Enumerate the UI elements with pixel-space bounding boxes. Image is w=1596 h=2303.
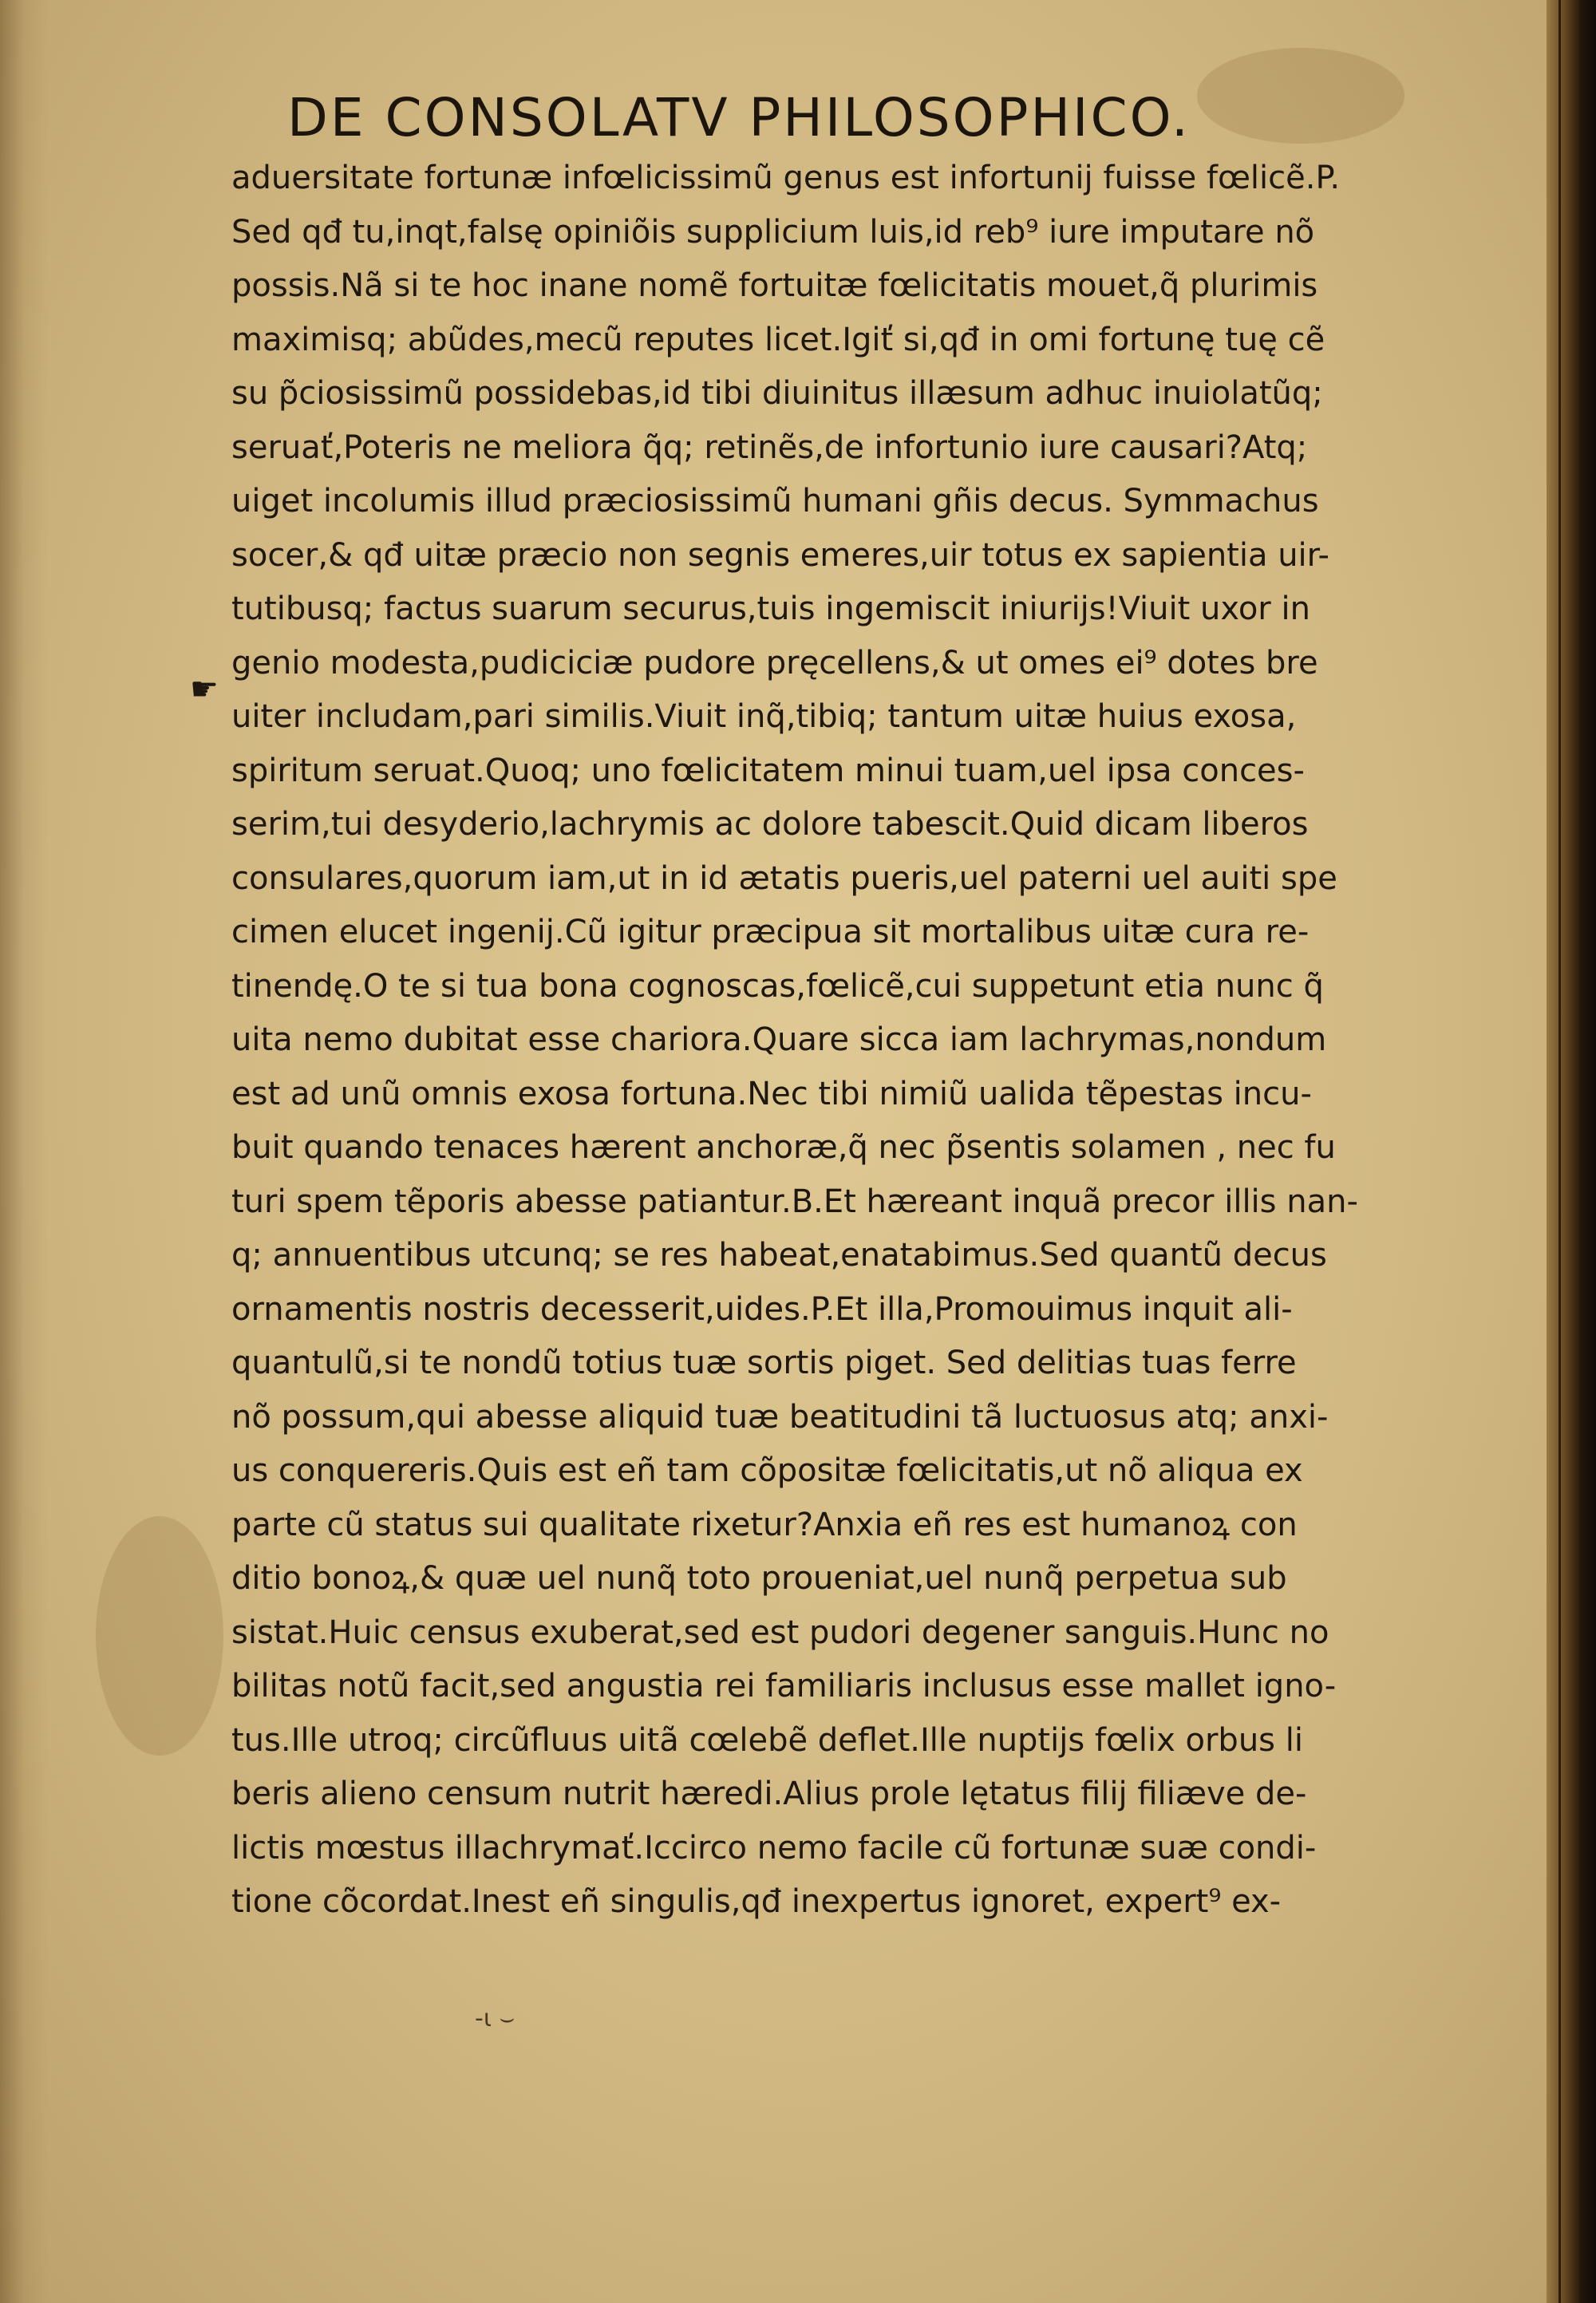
running-head: DE CONSOLATV PHILOSOPHICO.	[287, 87, 1191, 148]
text-line: uita nemo dubitat esse chariora.Quare sicca iam lachrymas,nondum	[231, 1021, 1327, 1058]
text-line: serim,tui desyderio,lachrymis ac dolore tabescit.Quid dicam liberos	[231, 806, 1309, 843]
text-line: cimen elucet ingenij.Cũ igitur præcipua sit mortalibus uitæ cura re-	[231, 914, 1310, 950]
text-line: bilitas notũ facit,sed angustia rei familiaris inclusus esse mallet igno-	[231, 1668, 1337, 1705]
signature-mark: -ι ⌣	[475, 2005, 516, 2032]
text-line: sistat.Huic census exuberat,sed est pudori degener sanguis.Hunc no	[231, 1614, 1329, 1651]
text-line: tus.Ille utroq; circũfluus uitã cœlebẽ deflet.Ille nuptijs fœlix orbus li	[231, 1721, 1303, 1759]
text-line: tione cõcordat.Inest eñ singulis,qđ inexpertus ignoret, expert⁹ ex-	[231, 1883, 1282, 1920]
text-line: buit quando tenaces hærent anchoræ,q̃ nec p̃sentis solamen , nec fu	[231, 1129, 1336, 1166]
paper-stain	[96, 1516, 223, 1756]
text-line: tutibusq; factus suarum securus,tuis ingemiscit iniurijs!Viuit uxor in	[231, 591, 1310, 627]
text-line: ditio bonoꝝ,& quæ uel nunq̃ toto proueniat,uel nunq̃ perpetua sub	[231, 1560, 1287, 1597]
text-line: tinendę.O te si tua bona cognoscas,fœlicẽ,cui suppetunt etia nunc q̃	[231, 967, 1324, 1005]
manicule-icon: ☛	[190, 671, 219, 708]
text-line: seruať,Poteris ne meliora q̃q; retinẽs,de infortunio iure causari?Atq;	[231, 429, 1308, 466]
text-line: consulares,quorum iam,ut in id ætatis pueris,uel paterni uel auiti spe	[231, 859, 1337, 897]
text-line: nõ possum,qui abesse aliquid tuæ beatitudini tã luctuosus atq; anxi-	[231, 1398, 1329, 1436]
text-line: genio modesta,pudiciciæ pudore pręcellens,& ut omes ei⁹ dotes bre	[231, 644, 1318, 681]
text-line: su p̃ciosissimũ possidebas,id tibi diuinitus illæsum adhuc inuiolatũq;	[231, 375, 1323, 412]
text-line: turi spem tẽporis abesse patiantur.B.Et hæreant inquã precor illis nan-	[231, 1183, 1358, 1220]
text-line: quantulũ,si te nondũ totius tuæ sortis piget. Sed delitias tuas ferre	[231, 1345, 1297, 1381]
text-line: maximisq; abũdes,mecũ reputes licet.Igiť si,qđ in omi fortunę tuę cẽ	[231, 321, 1325, 358]
text-line: ornamentis nostris decesserit,uides.P.Et illa,Promouimus inquit ali-	[231, 1290, 1293, 1328]
text-line: possis.Nã si te hoc inane nomẽ fortuitæ fœlicitatis mouet,q̃ plurimis	[231, 267, 1318, 304]
text-line: us conquereris.Quis est eñ tam cõpositæ fœlicitatis,ut nõ aliqua ex	[231, 1452, 1303, 1489]
text-line: beris alieno censum nutrit hæredi.Alius prole lętatus filij filiæve de-	[231, 1776, 1307, 1812]
page-edge	[1558, 0, 1561, 2303]
book-binding	[1547, 0, 1596, 2303]
text-line: lictis mœstus illachrymať.Iccirco nemo facile cũ fortunæ suæ condi-	[231, 1829, 1317, 1866]
text-line: est ad unũ omnis exosa fortuna.Nec tibi nimiũ ualida tẽpestas incu-	[231, 1075, 1312, 1112]
text-line: parte cũ status sui qualitate rixetur?Anxia eñ res est humanoꝝ con	[231, 1506, 1298, 1543]
text-line: socer,& qđ uitæ præcio non segnis emeres,uir totus ex sapientia uir-	[231, 536, 1329, 574]
text-line: aduersitate fortunæ infœlicissimũ genus est infortunij fuisse fœlicẽ.P.	[231, 160, 1341, 196]
text-line: Sed qđ tu,inqt,falsę opiniõis supplicium luis,id reb⁹ iure imputare nõ	[231, 213, 1315, 251]
text-line: spiritum seruat.Quoq; uno fœlicitatem minui tuam,uel ipsa conces-	[231, 752, 1305, 789]
body-text	[231, 152, 1484, 1930]
text-line: q; annuentibus utcunq; se res habeat,enatabimus.Sed quantũ decus	[231, 1237, 1327, 1274]
text-line: uiget incolumis illud præciosissimũ humani gñis decus. Symmachus	[231, 483, 1319, 519]
text-line: uiter includam,pari similis.Viuit inq̃,tibiq; tantum uitæ huius exosa,	[231, 698, 1297, 735]
